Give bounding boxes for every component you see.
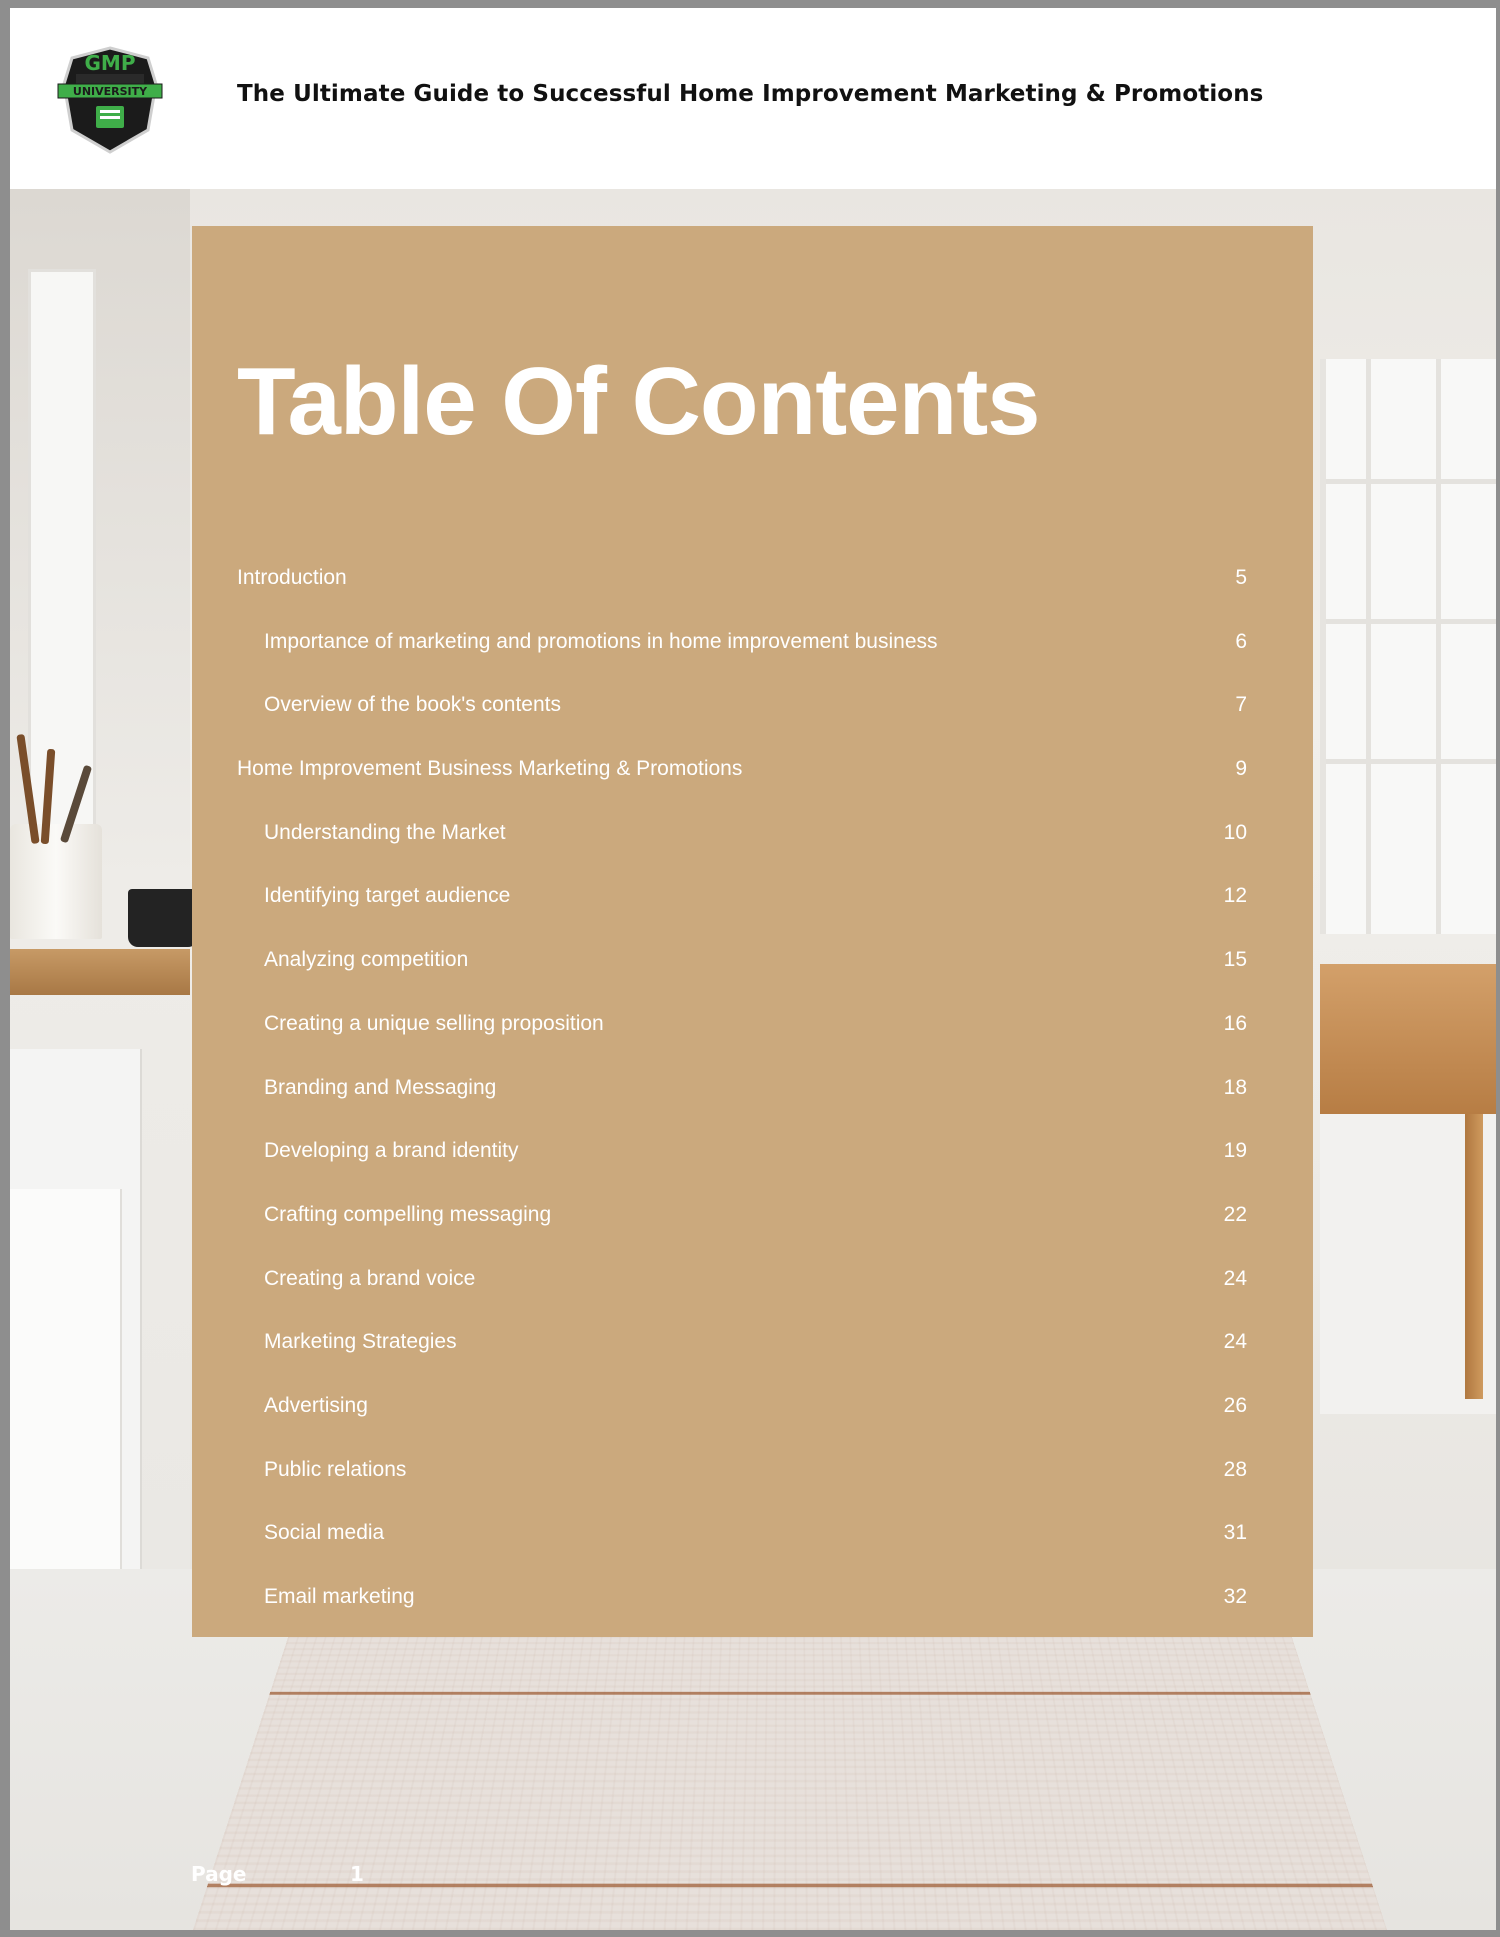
document-page xyxy=(10,8,1496,1930)
window-mullion xyxy=(1366,359,1371,934)
right-window xyxy=(1320,359,1496,934)
toc-entry-label: Analyzing competition xyxy=(264,948,469,972)
toc-entry-page-number: 32 xyxy=(1223,1585,1247,1608)
footer-page-number: 1 xyxy=(350,1862,364,1886)
toc-entry[interactable] xyxy=(192,1394,1313,1458)
toc-title: Table Of Contents xyxy=(237,348,1040,455)
toc-entry-page-number: 19 xyxy=(1223,1139,1247,1163)
left-window xyxy=(28,269,96,915)
toc-entry-page-number: 24 xyxy=(1223,1266,1247,1290)
toc-entry[interactable] xyxy=(192,821,1313,885)
toc-entry-label: Understanding the Market xyxy=(264,820,506,844)
rug xyxy=(190,1611,1390,1930)
toc-entry-page-number: 7 xyxy=(1235,693,1247,717)
toc-entry[interactable] xyxy=(192,948,1313,1012)
toc-entry-label: Advertising xyxy=(264,1393,368,1417)
toc-entry-label: Introduction xyxy=(237,566,347,589)
toc-entry-page-number: 28 xyxy=(1223,1457,1247,1481)
table-of-contents-panel xyxy=(192,226,1313,1637)
toc-entry[interactable] xyxy=(192,884,1313,948)
window-mullion xyxy=(1436,359,1441,934)
right-wood-table xyxy=(1320,964,1496,1114)
toc-entry-page-number: 16 xyxy=(1223,1011,1247,1035)
toc-entry-label: Public relations xyxy=(264,1457,407,1481)
toc-entry-page-number: 15 xyxy=(1223,948,1247,972)
toc-entry[interactable] xyxy=(192,1458,1313,1522)
toc-entry-page-number: 31 xyxy=(1223,1521,1247,1545)
svg-text:UNIVERSITY: UNIVERSITY xyxy=(72,85,148,98)
rug-stripe xyxy=(269,1692,1310,1695)
toc-entry-page-number: 22 xyxy=(1223,1202,1247,1226)
toc-entry[interactable] xyxy=(192,1139,1313,1203)
toc-entry[interactable] xyxy=(192,1012,1313,1076)
toc-entry-page-number: 9 xyxy=(1235,757,1247,781)
toc-entry[interactable] xyxy=(192,566,1313,630)
toc-entry[interactable] xyxy=(192,693,1313,757)
toc-entry-label: Branding and Messaging xyxy=(264,1075,497,1099)
toc-entry-label: Crafting compelling messaging xyxy=(264,1202,552,1226)
utensil-jar xyxy=(10,824,102,939)
toc-list xyxy=(192,566,1313,1649)
toc-entry[interactable] xyxy=(192,1521,1313,1585)
cooking-pot xyxy=(128,889,198,947)
toc-entry-label: Overview of the book's contents xyxy=(264,693,561,717)
window-mullion xyxy=(1326,759,1496,764)
toc-entry-label: Identifying target audience xyxy=(264,884,511,908)
toc-entry-page-number: 6 xyxy=(1235,629,1247,653)
gmp-university-logo xyxy=(56,44,164,156)
left-countertop xyxy=(10,949,190,995)
toc-entry-page-number: 5 xyxy=(1235,566,1247,589)
toc-entry-label: Creating a unique selling proposition xyxy=(264,1011,604,1035)
window-mullion xyxy=(1326,619,1496,624)
toc-entry-label: Social media xyxy=(264,1521,385,1545)
toc-entry[interactable] xyxy=(192,1585,1313,1649)
toc-entry-label: Developing a brand identity xyxy=(264,1139,519,1163)
toc-entry-page-number: 26 xyxy=(1223,1393,1247,1417)
toc-entry-label: Marketing Strategies xyxy=(264,1330,457,1354)
toc-entry[interactable] xyxy=(192,1330,1313,1394)
page-header xyxy=(10,8,1496,189)
toc-entry-label: Importance of marketing and promotions in home improvement business xyxy=(264,629,938,653)
toc-entry-page-number: 10 xyxy=(1223,820,1247,844)
toc-entry[interactable] xyxy=(192,630,1313,694)
footer-page-label: Page xyxy=(191,1862,247,1886)
toc-entry-page-number: 18 xyxy=(1223,1075,1247,1099)
rug-stripe xyxy=(207,1884,1373,1888)
window-mullion xyxy=(1326,479,1496,484)
table-leg xyxy=(1465,1114,1483,1399)
toc-entry-label: Creating a brand voice xyxy=(264,1266,476,1290)
toc-entry[interactable] xyxy=(192,757,1313,821)
toc-entry-page-number: 12 xyxy=(1223,884,1247,908)
toc-entry-label: Home Improvement Business Marketing & Promotions xyxy=(237,757,743,781)
toc-entry-page-number: 24 xyxy=(1223,1330,1247,1354)
toc-entry[interactable] xyxy=(192,1203,1313,1267)
svg-text:GMP: GMP xyxy=(84,51,136,75)
toc-entry[interactable] xyxy=(192,1267,1313,1331)
toc-entry[interactable] xyxy=(192,1076,1313,1140)
document-header-title: The Ultimate Guide to Successful Home Improvement Marketing & Promotions xyxy=(237,81,1264,107)
toc-entry-label: Email marketing xyxy=(264,1585,415,1608)
